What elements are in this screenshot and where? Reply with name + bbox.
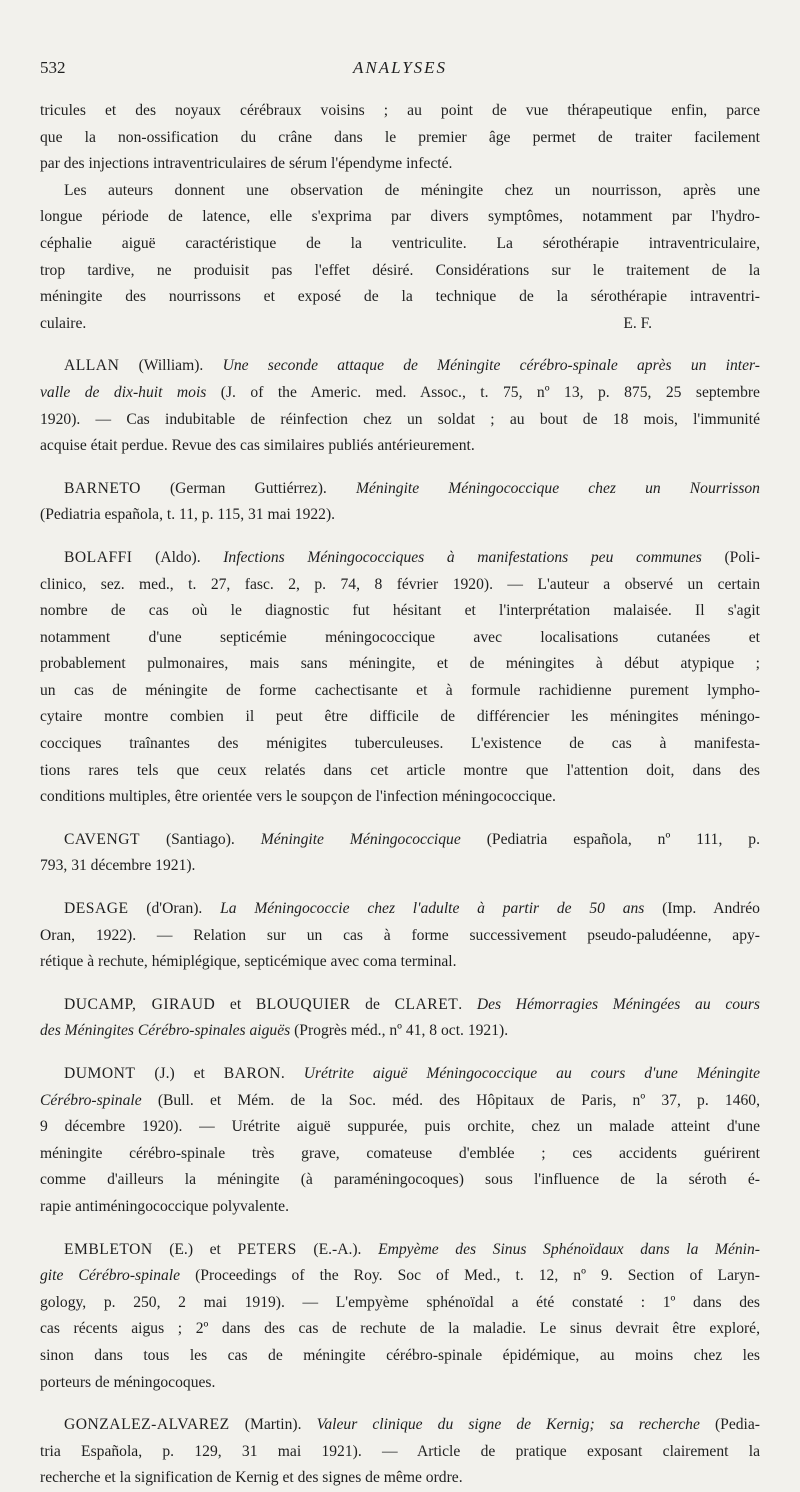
entry-gap — [40, 880, 760, 896]
line-text: (J.) et — [135, 1065, 224, 1082]
line-text: . — [458, 995, 477, 1013]
page-header — [40, 58, 760, 98]
bibliographic-entry — [40, 476, 760, 529]
bibliographic-entry — [40, 545, 760, 811]
line-text: (William). — [119, 357, 223, 375]
author-name: CLARET — [394, 995, 459, 1013]
line-text: . — [280, 1065, 304, 1082]
article-title: gite Cérébro-spinale — [40, 1267, 181, 1285]
page-number: 532 — [40, 58, 66, 77]
author-name: BARON — [223, 1065, 281, 1082]
text-line: cocciques traînantes des ménigites tuberculeuses. L'existence de cas à manifesta- — [40, 735, 760, 753]
article-title: Méningite Méningococcique — [260, 830, 461, 848]
entry-gap — [40, 811, 760, 827]
bibliographic-entry — [40, 992, 760, 1045]
entry-gap — [40, 1221, 760, 1237]
text-line: tricules et des noyaux cérébraux voisins ; au point de vue thérapeutique enfin, parce — [40, 102, 760, 119]
line-text: (d'Oran). — [128, 900, 221, 918]
line-text: (Poli- — [701, 548, 760, 566]
text-line: céphalie aiguë caractéristique de la ventriculite. La sérothérapie intraventriculaire, — [40, 234, 760, 252]
entry-gap — [40, 460, 760, 476]
text-line: recherche et la signification de Kernig et des signes de même ordre. — [40, 1469, 463, 1487]
bibliographic-entry — [40, 1061, 760, 1221]
author-name: ALLAN — [64, 357, 120, 375]
entry-gap — [40, 1396, 760, 1412]
author-name: EMBLETON — [64, 1240, 153, 1258]
author-name: GONZALEZ-ALVAREZ — [64, 1416, 230, 1434]
entry-continuation — [40, 98, 760, 178]
text-line — [40, 1018, 760, 1045]
running-head: ANALYSES — [352, 58, 448, 77]
bibliographic-entry — [40, 1237, 760, 1397]
text-line: nombre de cas où le diagnostic fut hésitant et l'interprétation malaisée. Il s'agit — [40, 602, 760, 620]
analyses-body — [40, 98, 760, 1492]
line-text: et — [215, 995, 256, 1013]
author-name: BLOUQUIER — [255, 995, 351, 1013]
text-line: clinico, sez. med., t. 27, fasc. 2, p. 74, 8 février 1920). — L'auteur a observé un certain — [40, 575, 760, 593]
article-title: Une seconde attaque de Méningite cérébro-spinale après un inter- — [222, 357, 760, 375]
author-name: DESAGE — [64, 900, 129, 918]
article-title: Valeur clinique du signe de Kernig; sa recherche — [316, 1416, 700, 1434]
article-title: Des Hémorragies Méningées au cours — [476, 995, 760, 1013]
text-line: tria Española, p. 129, 31 mai 1921). — Article de pratique exposant clairement la — [40, 1442, 760, 1460]
article-title: Méningite Méningococcique chez un Nourrisson — [355, 479, 760, 497]
text-line: rétique à rechute, hémiplégique, septicémique avec coma terminal. — [40, 953, 457, 971]
text-line: méningite des nourrissons et exposé de la technique de la sérothérapie intraventri- — [40, 288, 760, 306]
text-line — [40, 1237, 760, 1264]
line-text: (Pediatria española, nº 111, p. — [460, 830, 760, 848]
line-text: culaire. — [40, 314, 87, 332]
author-name: DUMONT — [64, 1065, 136, 1082]
entry-gap — [40, 1045, 760, 1061]
text-line — [40, 545, 760, 572]
text-line: 1920). — Cas indubitable de réinfection chez un soldat ; au bout de 18 mois, l'immunité — [40, 410, 760, 428]
text-line — [40, 353, 760, 380]
author-name: CAVENGT — [64, 830, 140, 848]
article-title: Infections Méningococciques à manifestations peu communes — [223, 548, 702, 566]
text-line: trop tardive, ne produisit pas l'effet désiré. Considérations sur le traitement de la — [40, 261, 760, 279]
author-signature: E. F. — [623, 314, 652, 332]
text-line: (Pediatria española, t. 11, p. 115, 31 mai 1922). — [40, 506, 336, 524]
line-text: (E.-A.). — [296, 1240, 379, 1258]
article-title: Empyème des Sinus Sphénoïdaux dans la Ménin- — [378, 1240, 760, 1258]
text-line: probablement pulmonaires, mais sans méningite, et de méningites à début atypique ; — [40, 655, 760, 673]
line-text: (German Guttiérrez). — [140, 479, 356, 497]
line-text: (E.) et — [152, 1240, 238, 1258]
text-line — [40, 1412, 760, 1439]
text-line — [40, 1263, 760, 1290]
article-title: des Méningites Cérébro-spinales aiguës — [40, 1022, 291, 1040]
text-line: conditions multiples, être orientée vers le soupçon de l'infection méningococcique. — [40, 788, 556, 806]
line-text: (J. of the Americ. med. Assoc., t. 75, nº 13, p. 875, 25 septembre — [206, 383, 760, 401]
line-text: (Imp. Andréo — [644, 900, 760, 918]
text-line: 793, 31 décembre 1921). — [40, 857, 196, 875]
line-text: (Pedia- — [699, 1416, 760, 1434]
text-line — [40, 827, 760, 854]
text-line — [40, 380, 760, 407]
text-line: tions rares tels que ceux relatés dans cet article montre que l'attention doit, dans des — [40, 761, 760, 779]
entry-gap — [40, 529, 760, 545]
text-line: porteurs de méningocoques. — [40, 1373, 216, 1391]
article-title: Urétrite aiguë Méningococcique au cours d'une Méningite — [303, 1065, 760, 1082]
text-line: rapie antiméningococcique polyvalente. — [40, 1197, 289, 1215]
text-line: par des injections intraventriculaires de sérum l'épendyme infecté. — [40, 155, 453, 173]
text-line: sinon dans tous les cas de méningite cérébro-spinale épidémique, au moins chez les — [40, 1346, 760, 1364]
text-line: comme d'ailleurs la méningite (à paraméningocoques) sous l'influence de la séroth é- — [40, 1171, 760, 1189]
text-line — [40, 476, 760, 503]
text-line — [40, 1061, 760, 1088]
line-text: (Aldo). — [132, 548, 224, 566]
entry-summary — [40, 178, 760, 338]
article-title: La Méningococcie chez l'adulte à partir de 50 ans — [220, 900, 645, 918]
text-line: gology, p. 250, 2 mai 1919). — L'empyème sphénoïdal a été constaté : 1º dans des — [40, 1293, 760, 1311]
line-text: (Martin). — [229, 1416, 317, 1434]
line-text: (Proceedings of the Roy. Soc of Med., t. 12, nº 9. Section of Laryn- — [180, 1267, 760, 1285]
text-line: que la non-ossification du crâne dans le premier âge permet de traiter facilement — [40, 128, 760, 146]
bibliographic-entry — [40, 353, 760, 459]
text-line — [40, 1088, 760, 1115]
article-title: Cérébro-spinale — [40, 1091, 142, 1109]
author-name: BOLAFFI — [64, 548, 133, 566]
text-line: notamment d'une septicémie méningococcique avec localisations cutanées et — [40, 628, 760, 646]
text-line: 9 décembre 1920). — Urétrite aiguë suppurée, puis orchite, chez un malade atteint d'une — [40, 1118, 760, 1136]
text-line: méningite cérébro-spinale très grave, comateuse d'emblée ; ces accidents guérirent — [40, 1144, 760, 1162]
article-title: valle de dix-huit mois — [40, 383, 207, 401]
bibliographic-entry — [40, 1412, 760, 1492]
author-name: PETERS — [237, 1240, 297, 1258]
text-line — [40, 992, 760, 1019]
text-line — [40, 896, 760, 923]
line-text: (Bull. et Mém. de la Soc. méd. des Hôpitaux de Paris, nº 37, p. 1460, — [141, 1091, 760, 1109]
text-line: longue période de latence, elle s'exprima par divers symptômes, notamment par l'hydro- — [40, 208, 760, 226]
author-name: DUCAMP, GIRAUD — [64, 995, 216, 1013]
author-name: BARNETO — [64, 479, 141, 497]
line-text: (Santiago). — [140, 830, 261, 848]
text-line: un cas de méningite de forme cachectisante et à formule rachidienne purement lympho- — [40, 681, 760, 699]
text-line: Les auteurs donnent une observation de méningite chez un nourrisson, après une — [64, 181, 760, 199]
text-line: cytaire montre combien il peut être difficile de différencier les méningites méningo- — [40, 708, 760, 726]
text-line: Oran, 1922). — Relation sur un cas à forme successivement pseudo-paludéenne, apy- — [40, 926, 760, 944]
text-line — [40, 311, 760, 338]
line-text: de — [350, 995, 395, 1013]
bibliographic-entry — [40, 827, 760, 880]
bibliographic-entry — [40, 896, 760, 976]
text-line: acquise était perdue. Revue des cas similaires publiés antérieurement. — [40, 437, 475, 455]
entry-gap — [40, 976, 760, 992]
entry-gap — [40, 337, 760, 353]
line-text: (Progrès méd., nº 41, 8 oct. 1921). — [290, 1022, 509, 1040]
text-line: cas récents aigus ; 2º dans des cas de rechute de la maladie. Le sinus devrait être exploré, — [40, 1320, 760, 1338]
